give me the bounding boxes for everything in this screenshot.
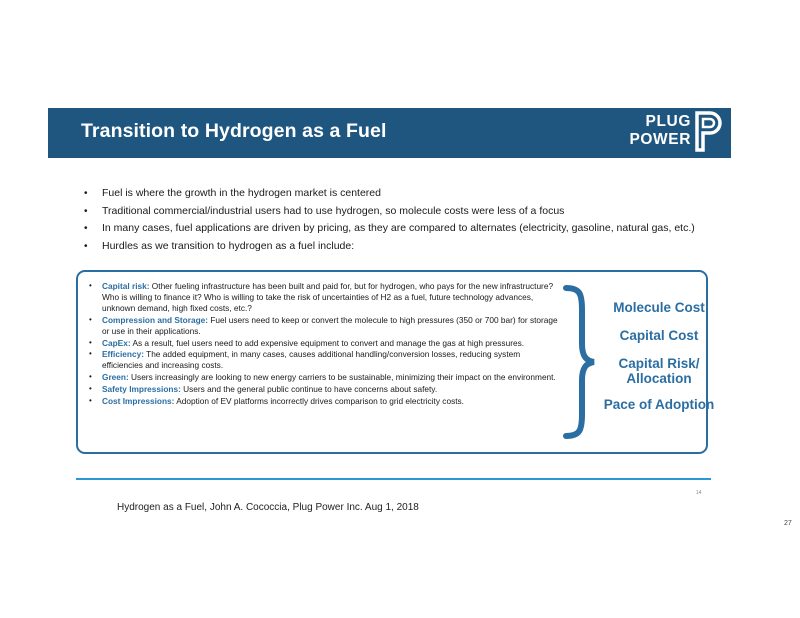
hurdle-text: Other fueling infrastructure has been built and paid for, but for hydrogen, who pays for the new infrastructure? Who is willing to finance it? Who is willing to take the risk of uncertainties of H2 as a fuel, future technology advances, unknown demand, high fixed costs, etc.? [102, 281, 554, 313]
slide-title: Transition to Hydrogen as a Fuel [81, 120, 387, 142]
hurdle-cost-impressions [89, 396, 559, 407]
hurdle-text: As a result, fuel users need to add expensive equipment to convert and manage the gas at high pressures. [130, 337, 525, 348]
bullet-item: • Hurdles as we transition to hydrogen as a fuel include: [84, 239, 704, 255]
bullet-item: • Traditional commercial/industrial users had to use hydrogen, so molecule costs were less of a focus [84, 204, 704, 220]
figure-caption: Hydrogen as a Fuel, John A. Cococcia, Plug Power Inc. Aug 1, 2018 [117, 502, 419, 513]
hurdle-label: Efficiency: [102, 349, 144, 360]
bullet-item: • Fuel is where the growth in the hydrogen market is centered [84, 186, 704, 202]
plug-power-logo [607, 109, 727, 156]
hurdle-efficiency [89, 349, 559, 371]
hurdle-safety [89, 384, 559, 395]
page-number: 27 [784, 520, 792, 527]
logo-line-plug: PLUG [645, 113, 691, 130]
curly-brace-icon [560, 284, 598, 440]
cost-label-capital-risk: Capital Risk/ Allocation [618, 356, 700, 386]
hurdle-label: Cost Impressions: [102, 396, 175, 407]
cost-label-molecule: Molecule Cost [613, 300, 705, 315]
hurdle-text: Adoption of EV platforms incorrectly drives comparison to grid electricity costs. [174, 396, 464, 407]
plug-power-logo-icon [693, 110, 723, 154]
hurdles-list [89, 281, 559, 408]
main-bullet-list [84, 186, 704, 256]
hurdle-text: Fuel users need to keep or convert the molecule to high pressures (350 or 700 bar) for storage or use in their applications. [102, 314, 558, 336]
hurdle-label: Green: [102, 372, 129, 383]
hurdle-label: Safety Impressions: [102, 384, 181, 395]
cost-label-capital: Capital Cost [619, 328, 699, 343]
hurdle-compression-storage [89, 315, 559, 337]
logo-line-power: POWER [629, 131, 691, 148]
hurdle-label: Compression and Storage: [102, 314, 209, 325]
hurdle-text: The added equipment, in many cases, causes additional handling/conversion losses, reducing system efficiencies and increasing costs. [102, 349, 521, 371]
hurdles-box [76, 270, 715, 454]
cost-label-pace-of-adoption: Pace of Adoption [603, 397, 715, 412]
footer-rule [76, 478, 711, 480]
hurdle-capex [89, 338, 559, 349]
hurdle-label: Capital risk: [102, 281, 150, 291]
bullet-item: • In many cases, fuel applications are driven by pricing, as they are compared to alternates (electricity, gasoline, natural gas, etc.) [84, 221, 704, 237]
slide-number: 14 [696, 490, 702, 496]
hurdle-green [89, 372, 559, 383]
hurdle-label: CapEx: [102, 337, 131, 348]
hurdle-capital-risk [89, 281, 559, 314]
slide-header [48, 108, 731, 158]
hurdle-text: Users increasingly are looking to new energy carriers to be sustainable, minimizing their impact on the environment. [128, 372, 556, 383]
logo-text [629, 113, 691, 149]
hurdle-text: Users and the general public continue to have concerns about safety. [180, 384, 438, 395]
